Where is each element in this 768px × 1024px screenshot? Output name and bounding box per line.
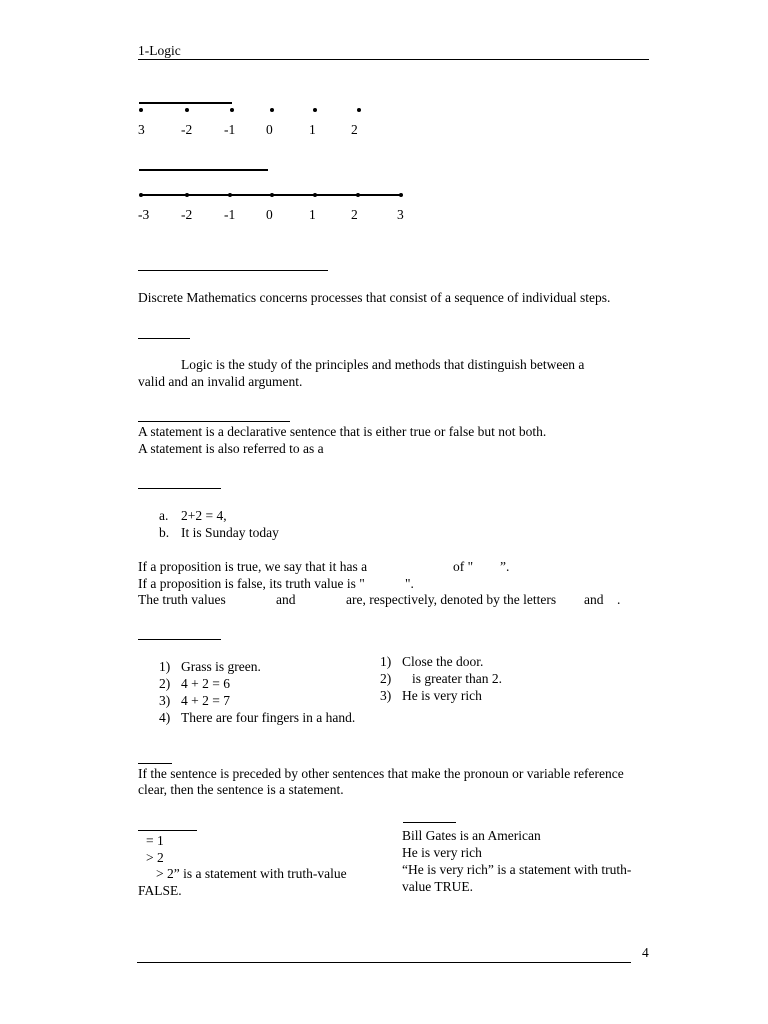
heading-blank-rule (138, 270, 328, 271)
number-line-2-point (185, 193, 189, 197)
number-line-1-point (357, 108, 361, 112)
heading-blank-rule (138, 763, 172, 764)
example-right-line: value TRUE. (402, 879, 473, 894)
pronoun-note-line-1: If the sentence is preceded by other sentences that make the pronoun or variable reference (138, 766, 624, 781)
truth-text: If a proposition is true, we say that it has a (138, 559, 368, 574)
number-line-2-point (356, 193, 360, 197)
list-item: 4 + 2 = 7 (181, 693, 230, 708)
list-item: 4 + 2 = 6 (181, 676, 230, 691)
example-left-line: > 2” is a statement with truth-value (156, 866, 347, 881)
list-item-number: 2) (380, 671, 392, 686)
truth-text: . (617, 592, 621, 607)
logic-definition-line-1: Logic is the study of the principles and methods that distinguish between a (181, 357, 585, 372)
truth-text: ”. (500, 559, 510, 574)
tick-label: -1 (224, 207, 236, 222)
number-line-2-top-bar (139, 169, 268, 171)
number-line-1-point (139, 108, 143, 112)
tick-label: 3 (397, 207, 404, 222)
example-right-line: He is very rich (402, 845, 482, 860)
truth-text: and (584, 592, 604, 607)
number-line-1-point (270, 108, 274, 112)
number-line-1-point (230, 108, 234, 112)
list-item-number: 3) (380, 688, 392, 703)
number-line-2-point (139, 193, 143, 197)
tick-label: -2 (181, 207, 193, 222)
footer-rule (137, 962, 631, 963)
list-item: Close the door. (402, 654, 484, 669)
example-marker: a. (159, 508, 169, 523)
logic-definition-line-2: valid and an invalid argument. (138, 374, 303, 389)
tick-label: 1 (309, 207, 316, 222)
example-right-line: “He is very rich” is a statement with truth- (402, 862, 632, 877)
header-rule (138, 59, 649, 60)
heading-blank-rule (138, 488, 221, 489)
example-item: It is Sunday today (181, 525, 279, 540)
number-line-2-point (270, 193, 274, 197)
list-item-number: 4) (159, 710, 171, 725)
tick-label: 3 (138, 122, 145, 137)
example-left-line: = 1 (146, 833, 164, 848)
header-title: 1-Logic (138, 43, 181, 58)
tick-label: -1 (224, 122, 236, 137)
number-line-1-point (185, 108, 189, 112)
number-line-2-point (228, 193, 232, 197)
tick-label: 2 (351, 122, 358, 137)
truth-text: of " (453, 559, 474, 574)
example-marker: b. (159, 525, 170, 540)
pronoun-note-line-2: clear, then the sentence is a statement. (138, 782, 344, 797)
heading-blank-rule (138, 830, 197, 831)
number-line-2-point (313, 193, 317, 197)
list-item: is greater than 2. (412, 671, 502, 686)
statement-definition-line-1: A statement is a declarative sentence that is either true or false but not both. (138, 424, 547, 439)
truth-text: If a proposition is false, its truth value is " (138, 576, 365, 591)
list-item-number: 3) (159, 693, 171, 708)
discrete-definition: Discrete Mathematics concerns processes that consist of a sequence of individual steps. (138, 290, 611, 305)
truth-text: and (276, 592, 296, 607)
heading-blank-rule (403, 822, 456, 823)
truth-text: ". (405, 576, 414, 591)
number-line-2-point (399, 193, 403, 197)
tick-label: 0 (266, 207, 273, 222)
page-number: 4 (642, 945, 649, 960)
list-item-number: 1) (380, 654, 392, 669)
heading-blank-rule (138, 639, 221, 640)
example-right-line: Bill Gates is an American (402, 828, 541, 843)
list-item-number: 2) (159, 676, 171, 691)
truth-text: are, respectively, denoted by the letters (346, 592, 557, 607)
tick-label: 1 (309, 122, 316, 137)
example-left-line: FALSE. (138, 883, 182, 898)
tick-label: -3 (138, 207, 150, 222)
list-item-number: 1) (159, 659, 171, 674)
list-item: Grass is green. (181, 659, 261, 674)
heading-blank-rule (138, 421, 290, 422)
truth-text: The truth values (138, 592, 226, 607)
number-line-1-bar (139, 102, 232, 104)
statement-definition-line-2: A statement is also referred to as a (138, 441, 324, 456)
list-item: He is very rich (402, 688, 482, 703)
example-left-line: > 2 (146, 850, 164, 865)
number-line-1-point (313, 108, 317, 112)
heading-blank-rule (138, 338, 190, 339)
list-item: There are four fingers in a hand. (181, 710, 356, 725)
tick-label: 2 (351, 207, 358, 222)
tick-label: 0 (266, 122, 273, 137)
example-item: 2+2 = 4, (181, 508, 227, 523)
tick-label: -2 (181, 122, 193, 137)
